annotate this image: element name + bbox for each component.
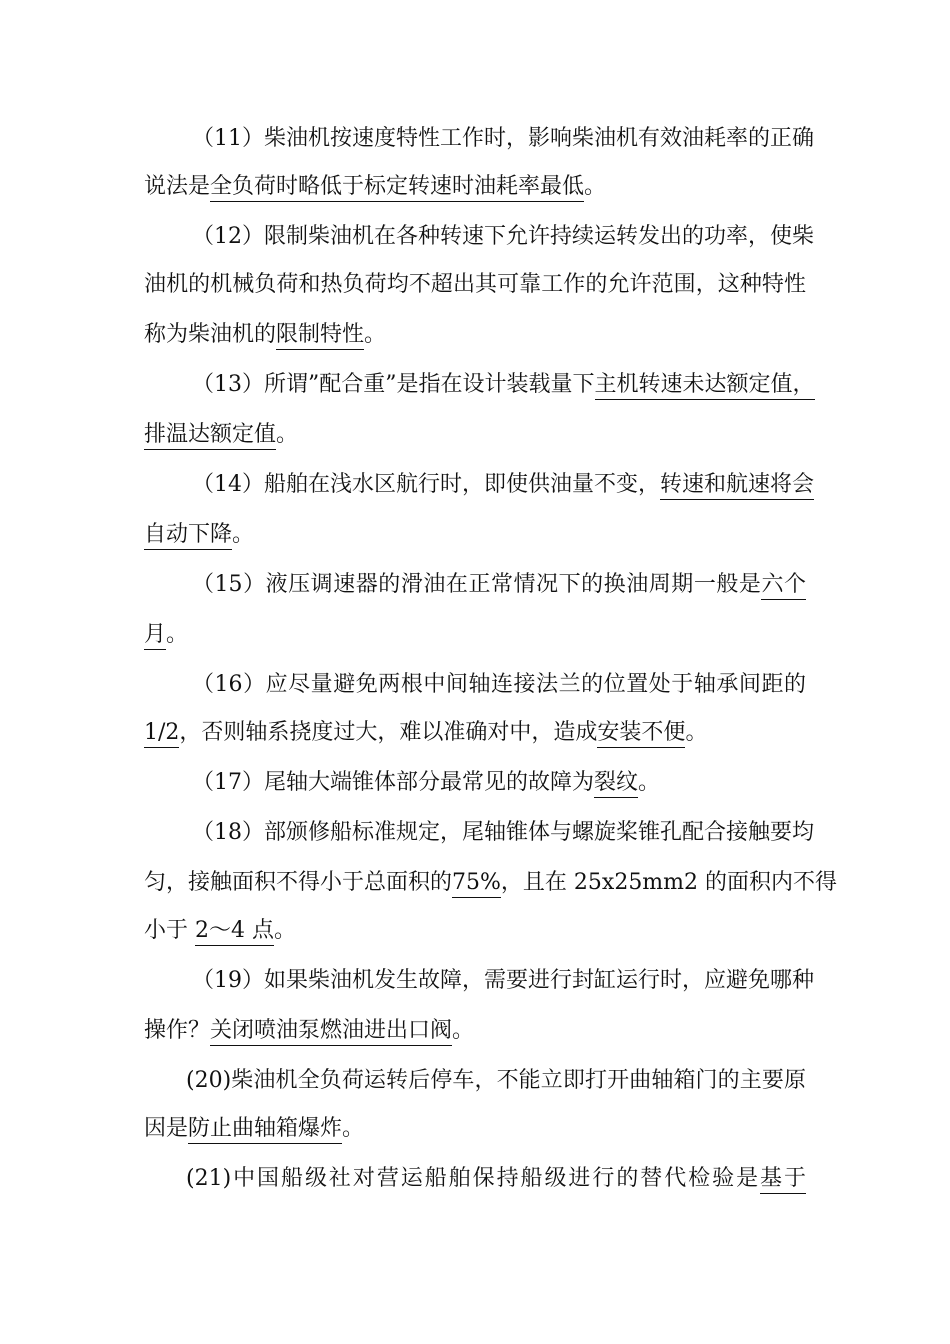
item-16-line-2: 1/2，否则轴系挠度过大，难以准确对中，造成安装不便。 — [144, 718, 806, 748]
item-20-line-2: 因是防止曲轴箱爆炸。 — [144, 1114, 806, 1144]
answer-underline: 月 — [144, 622, 166, 650]
item-15-line-1: （15）液压调速器的滑油在正常情况下的换油周期一般是六个 — [192, 570, 806, 600]
answer-underline: 关闭喷油泵燃油进出口阀 — [210, 1018, 452, 1046]
item-15-line-2: 月。 — [144, 620, 806, 650]
item-12-line-1: （12）限制柴油机在各种转速下允许持续运转发出的功率，使柴 — [192, 224, 814, 249]
answer-underline: 裂纹 — [594, 770, 638, 798]
answer-underline: 基于 — [760, 1166, 806, 1194]
answer-underline: 限制特性 — [276, 322, 364, 350]
item-14-line-1: （14）船舶在浅水区航行时，即使供油量不变，转速和航速将会 — [192, 470, 806, 500]
answer-underline: 2～4 点 — [195, 918, 274, 946]
answer-underline: 转速和航速将会 — [660, 472, 814, 500]
item-20-line-1: (20)柴油机全负荷运转后停车，不能立即打开曲轴箱门的主要原 — [186, 1068, 806, 1093]
answer-underline: 安装不便 — [597, 720, 685, 748]
answer-underline: 防止曲轴箱爆炸 — [188, 1116, 342, 1144]
answer-underline: 全负荷时略低于标定转速时油耗率最低 — [210, 174, 584, 202]
item-13-line-2: 排温达额定值。 — [144, 420, 806, 450]
item-16-line-1: （16）应尽量避免两根中间轴连接法兰的位置处于轴承间距的 — [192, 672, 806, 697]
item-18-line-2: 匀，接触面积不得小于总面积的75%，且在 25x25mm2 的面积内不得 — [144, 868, 806, 898]
item-19-line-2: 操作？关闭喷油泵燃油进出口阀。 — [144, 1016, 806, 1046]
item-11-line-1: （11）柴油机按速度特性工作时，影响柴油机有效油耗率的正确 — [192, 126, 814, 151]
item-14-line-2: 自动下降。 — [144, 520, 806, 550]
answer-underline: 1/2 — [144, 720, 179, 748]
item-12-line-3: 称为柴油机的限制特性。 — [144, 320, 806, 350]
answer-underline: 自动下降 — [144, 522, 232, 550]
item-19-line-1: （19）如果柴油机发生故障，需要进行封缸运行时，应避免哪种 — [192, 968, 814, 993]
item-18-line-3: 小于 2～4 点。 — [144, 916, 806, 946]
item-12-line-2: 油机的机械负荷和热负荷均不超出其可靠工作的允许范围，这种特性 — [144, 272, 806, 297]
answer-underline: 主机转速未达额定值， — [595, 372, 815, 400]
answer-underline: 排温达额定值 — [144, 422, 276, 450]
item-11-line-2: 说法是全负荷时略低于标定转速时油耗率最低。 — [144, 172, 806, 202]
item-13-line-1: （13）所谓”配合重”是指在设计装载量下主机转速未达额定值， — [192, 370, 806, 400]
answer-underline: 六个 — [761, 572, 806, 600]
item-17-line-1: （17）尾轴大端锥体部分最常见的故障为裂纹。 — [192, 768, 806, 798]
item-18-line-1: （18）部颁修船标准规定，尾轴锥体与螺旋桨锥孔配合接触要均 — [192, 820, 814, 845]
answer-underline: 75% — [452, 870, 501, 898]
item-21-line-1: (21)中国船级社对营运船舶保持船级进行的替代检验是基于 — [186, 1164, 806, 1194]
